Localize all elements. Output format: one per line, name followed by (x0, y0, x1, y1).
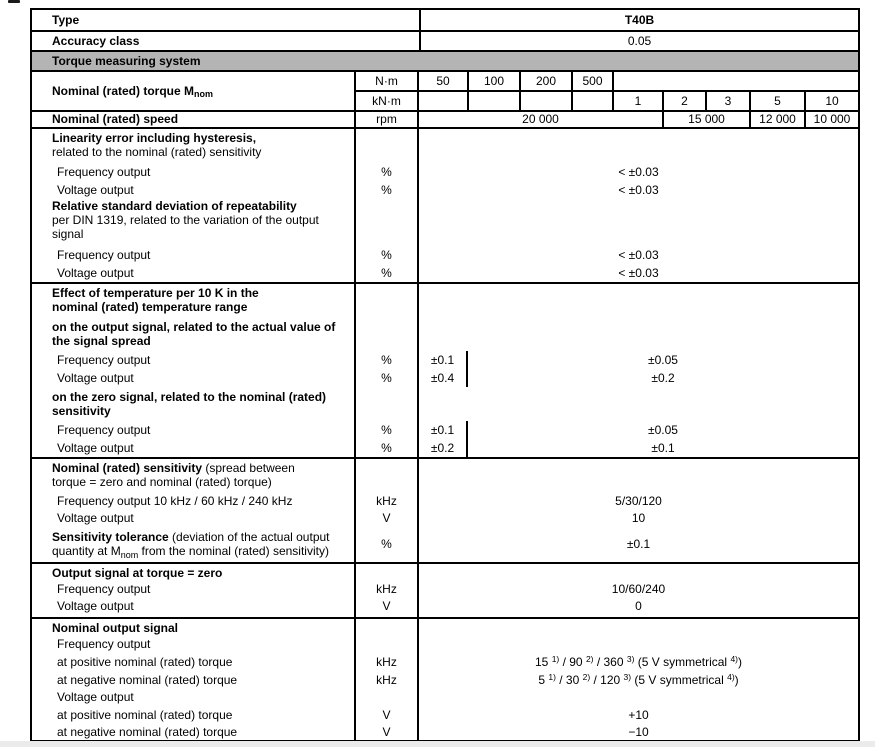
type-label: Type (52, 13, 80, 27)
sensitivity-section (32, 457, 858, 562)
value-50nm: ±0.4 (419, 369, 468, 387)
value-cell: −10 (628, 725, 649, 739)
unit-cell: % (354, 439, 419, 457)
value-cell-split (419, 351, 858, 369)
spec-line: Voltage output V 10 (32, 510, 858, 527)
unit-cell: % (354, 246, 419, 264)
unit-cell: V (354, 598, 419, 615)
torque-nm-100: 100 (467, 72, 519, 90)
unit-cell: kHz (354, 581, 419, 598)
spec-line: on the zero signal, related to the nominal (rated) (32, 390, 858, 404)
unit-cell: kHz (354, 653, 419, 671)
value-cell: < ±0.03 (618, 183, 659, 197)
accuracy-row (32, 30, 858, 50)
torque-knm-5: 5 (749, 92, 804, 110)
spec-line: signal (32, 227, 858, 241)
spec-line (32, 131, 858, 145)
spec-line: Voltage output % ±0.2 ±0.1 (32, 439, 858, 457)
spec-line: Frequency output (32, 636, 858, 653)
value-rest: ±0.2 (651, 371, 675, 385)
spec-line: Frequency output % ±0.1 ±0.05 (32, 421, 858, 439)
nominal-torque-label: Nominal (rated) torque M nom (52, 84, 214, 99)
unit-cell: % (354, 351, 419, 369)
unit-rpm: rpm (354, 112, 419, 127)
speed-12000: 12 000 (749, 112, 804, 127)
nominal-output-title: Nominal output signal (52, 621, 178, 635)
spec-line: Frequency output kHz 10/60/240 (32, 581, 858, 598)
spec-line: torque = zero and nominal (rated) torque) (32, 475, 858, 489)
spacer-row (32, 615, 858, 617)
bottom-cutoff-band (0, 741, 875, 747)
torque-values-block (354, 72, 858, 110)
value-rest: ±0.05 (648, 353, 678, 367)
sensitivity-tolerance-group (32, 530, 858, 558)
spec-line: Voltage output (32, 689, 858, 706)
unit-cell: % (354, 264, 419, 282)
tolerance-label: Sensitivity tolerance (deviation of the actual output quantity at $M_{nom}$ from the nominal (rated) sensitivity) (52, 530, 330, 560)
torque-knm-empty-3 (519, 92, 571, 110)
accuracy-label: Accuracy class (52, 34, 140, 48)
spec-line: Voltage output V 0 (32, 598, 858, 615)
value-cell: 0 (635, 599, 642, 613)
value-rest: ±0.1 (651, 441, 675, 455)
value-cell: 15 $^{1)}$ / 90 $^{2)}$ / 360 $^{3)}$ (5 V symmetrical $^{4)}$) (535, 654, 742, 669)
value-50nm: ±0.2 (419, 439, 468, 457)
repeatability-title: Relative standard deviation of repeatability (52, 199, 297, 213)
unit-cell: % (354, 421, 419, 439)
unit-cell: V (354, 510, 419, 527)
spec-line: at positive nominal (rated) torque V +10 (32, 706, 858, 724)
torque-knm-3: 3 (705, 92, 749, 110)
unit-cell: % (354, 163, 419, 181)
speed-20000: 20 000 (522, 112, 559, 126)
spec-line: sensitivity (32, 404, 858, 418)
value-cell: 10/60/240 (611, 582, 666, 596)
spec-line: the signal spread (32, 334, 858, 348)
value-cell: +10 (628, 708, 649, 722)
unit-cell: kHz (354, 671, 419, 689)
spec-table (30, 8, 860, 747)
nominal-speed-row (32, 110, 858, 127)
output-zero-title: Output signal at torque = zero (52, 566, 223, 580)
spec-line: Frequency output 10 kHz / 60 kHz / 240 kHz kHz 5/30/120 (32, 492, 858, 510)
unit-cell: kHz (354, 492, 419, 510)
value-cell: 5 $^{1)}$ / 30 $^{2)}$ / 120 $^{3)}$ (5 V symmetrical $^{4)}$) (538, 672, 739, 687)
value-cell-split (419, 369, 858, 387)
torque-knm-empty-4 (571, 92, 612, 110)
linearity-section (32, 127, 858, 282)
type-value: T40B (419, 10, 858, 30)
torque-knm-1: 1 (612, 92, 662, 110)
value-cell: < ±0.03 (618, 248, 659, 262)
spec-line: Frequency output % < ±0.03 (32, 246, 858, 264)
spec-line: related to the nominal (rated) sensitivity (32, 145, 858, 159)
spec-line (32, 286, 858, 300)
value-cell: < ±0.03 (618, 266, 659, 280)
value-rest: ±0.05 (648, 423, 678, 437)
spec-line: Voltage output % < ±0.03 (32, 181, 858, 199)
spec-line: Frequency output % < ±0.03 (32, 163, 858, 181)
spacer-row (32, 558, 858, 562)
value-cell-split (419, 439, 858, 457)
spec-line: on the output signal, related to the actual value of (32, 320, 858, 334)
value-50nm: ±0.1 (419, 351, 468, 369)
unit-cell: % (354, 369, 419, 387)
section-header-torque-measuring-system: Torque measuring system (32, 50, 858, 70)
torque-nm-empty (612, 72, 858, 90)
torque-nm-200: 200 (519, 72, 571, 90)
spec-line: at negative nominal (rated) torque kHz 5 $^{1)}$ / 30 $^{2)}$ / 120 $^{3)}$ (5 V symmetrical $^{4)}$) (32, 671, 858, 689)
spec-line: Frequency output % ±0.1 ±0.05 (32, 351, 858, 369)
nominal-torque-row (32, 70, 858, 110)
unit-knm: kN·m (354, 92, 419, 110)
value-cell: 5/30/120 (615, 494, 662, 508)
torque-knm-empty-1 (419, 92, 467, 110)
spec-line (32, 566, 858, 581)
torque-knm-10: 10 (804, 92, 858, 110)
value-50nm: ±0.1 (419, 421, 468, 439)
unit-cell: V (354, 724, 419, 740)
speed-label: Nominal (rated) speed (52, 112, 179, 126)
torque-knm-empty-2 (467, 92, 519, 110)
torque-nm-50: 50 (436, 74, 450, 88)
torque-knm-2: 2 (662, 92, 705, 110)
spec-line (32, 621, 858, 636)
spec-line: at positive nominal (rated) torque kHz 15 $^{1)}$ / 90 $^{2)}$ / 360 $^{3)}$ (5 V symmetrical $^{4)}$) (32, 653, 858, 671)
spec-line: at negative nominal (rated) torque V −10 (32, 724, 858, 740)
linearity-title: Linearity error including hysteresis, (52, 131, 257, 145)
unit-nm: N·m (354, 72, 419, 90)
knm-row (354, 92, 858, 110)
cropped-text-artifact (8, 0, 20, 3)
spec-line: Voltage output % < ±0.03 (32, 264, 858, 282)
unit-cell: % (354, 530, 419, 558)
sensitivity-title: Nominal (rated) sensitivity (spread between (52, 461, 295, 475)
spec-line: Voltage output % ±0.4 ±0.2 (32, 369, 858, 387)
torque-nm-500: 500 (571, 72, 612, 90)
unit-cell: % (354, 181, 419, 199)
spec-line: nominal (rated) temperature range (32, 300, 858, 314)
spec-line: per DIN 1319, related to the variation of the output (32, 213, 858, 227)
spec-line (32, 461, 858, 475)
spec-line (32, 199, 858, 213)
type-row (32, 10, 858, 30)
value-cell: < ±0.03 (618, 165, 659, 179)
speed-15000: 15 000 (662, 112, 749, 127)
nm-row (354, 72, 858, 92)
unit-cell: V (354, 706, 419, 724)
nominal-output-section (32, 617, 858, 740)
value-cell-split (419, 421, 858, 439)
value-cell: ±0.1 (626, 537, 651, 551)
speed-10000: 10 000 (804, 112, 858, 127)
value-cell: 10 (631, 511, 646, 525)
temperature-title: Effect of temperature per 10 K in the (52, 286, 259, 300)
output-zero-section (32, 562, 858, 617)
temperature-section (32, 282, 858, 457)
accuracy-value: 0.05 (419, 32, 858, 50)
